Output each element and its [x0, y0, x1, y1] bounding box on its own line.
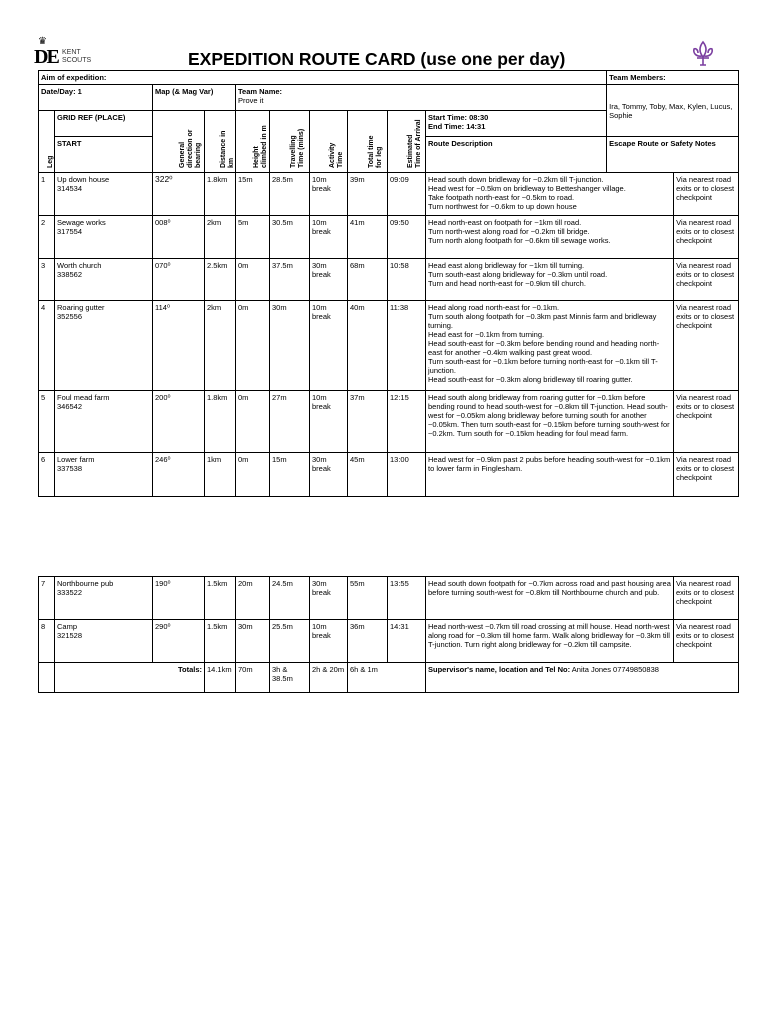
grid-ref: 317554 — [57, 227, 83, 236]
total-time: 41m — [348, 216, 388, 259]
bearing: 322⁰ — [153, 173, 205, 216]
route-description — [426, 391, 674, 453]
height-climbed: 0m — [236, 259, 270, 301]
date-label: Date/Day: 1 — [39, 85, 153, 111]
distance: 1.5km — [205, 577, 236, 620]
route-line: Head west for ~0.9km past 2 pubs before heading south-west for ~0.1km to lower farm in Finglesham. — [428, 455, 671, 473]
eta: 11:38 — [388, 301, 426, 391]
place — [55, 577, 153, 620]
route-line: Turn south-east for ~0.1km before turning north-east for ~0.1km till T-junction. — [428, 357, 658, 375]
place-name: Camp — [57, 622, 78, 631]
travelling-time: 30m — [270, 301, 310, 391]
distance: 2km — [205, 216, 236, 259]
place — [55, 391, 153, 453]
route-line: Head south-east for ~0.3km before bending round and heading north-east for another ~0.4km walking past great wood. — [428, 339, 660, 357]
total-time: 45m — [348, 453, 388, 497]
col-activity: Activity Time — [310, 111, 348, 173]
place — [55, 620, 153, 663]
distance: 1.8km — [205, 391, 236, 453]
route-line: Turn north-west along road for ~0.2km till bridge. — [428, 227, 590, 236]
totals-label: Totals: — [55, 663, 205, 693]
distance: 1.8km — [205, 173, 236, 216]
travelling-time: 30.5m — [270, 216, 310, 259]
escape-route: Via nearest road exits or to closest checkpoint — [674, 216, 739, 259]
activity-time: 10m break — [310, 620, 348, 663]
logo — [34, 36, 104, 69]
route-card-table-continued — [38, 576, 739, 693]
team-members-value: Ira, Tommy, Toby, Max, Kylen, Lucus, Sophie — [607, 85, 739, 137]
bearing: 290⁰ — [153, 620, 205, 663]
height-climbed: 30m — [236, 620, 270, 663]
height-climbed: 15m — [236, 173, 270, 216]
escape-route: Via nearest road exits or to closest checkpoint — [674, 620, 739, 663]
height-climbed: 0m — [236, 301, 270, 391]
route-description — [426, 173, 674, 216]
col-distance: Distance in km — [205, 111, 236, 173]
escape-route: Via nearest road exits or to closest checkpoint — [674, 577, 739, 620]
col-escape: Escape Route or Safety Notes — [607, 137, 739, 173]
leg-number: 4 — [39, 301, 55, 391]
travelling-time: 27m — [270, 391, 310, 453]
place — [55, 453, 153, 497]
activity-time: 30m break — [310, 453, 348, 497]
total-time: 39m — [348, 173, 388, 216]
route-line: Turn north along footpath for ~0.6km till sewage works. — [428, 236, 611, 245]
place — [55, 259, 153, 301]
table-row — [39, 620, 739, 663]
team-name-value: Prove it — [238, 96, 264, 105]
col-eta: Estimated Time of Arrival — [388, 111, 426, 173]
place-name: Foul mead farm — [57, 393, 110, 402]
leg-number: 7 — [39, 577, 55, 620]
travelling-time: 24.5m — [270, 577, 310, 620]
activity-time: 30m break — [310, 577, 348, 620]
route-description — [426, 620, 674, 663]
place-name: Northbourne pub — [57, 579, 114, 588]
escape-route: Via nearest road exits or to closest checkpoint — [674, 301, 739, 391]
escape-route: Via nearest road exits or to closest checkpoint — [674, 173, 739, 216]
height-climbed: 5m — [236, 216, 270, 259]
logo-mark: DE — [34, 46, 58, 68]
route-line: Head north-east on footpath for ~1km till road. — [428, 218, 582, 227]
escape-route: Via nearest road exits or to closest checkpoint — [674, 259, 739, 301]
leg-number: 8 — [39, 620, 55, 663]
eta: 13:00 — [388, 453, 426, 497]
total-time: 36m — [348, 620, 388, 663]
route-description — [426, 216, 674, 259]
aim-label: Aim of expedition: — [39, 71, 607, 85]
grid-ref: 314534 — [57, 184, 83, 193]
grid-ref: 337538 — [57, 464, 83, 473]
table-row — [39, 453, 739, 497]
table-row — [39, 173, 739, 216]
place-name: Sewage works — [57, 218, 106, 227]
grid-ref: 333522 — [57, 588, 83, 597]
totals-travelling: 3h & 38.5m — [270, 663, 310, 693]
route-line: Head south down footpath for ~0.7km across road and past housing area before turning south-west for ~0.8km till Northbourne church and pub. — [428, 579, 671, 597]
distance: 1km — [205, 453, 236, 497]
route-description — [426, 577, 674, 620]
bearing: 246⁰ — [153, 453, 205, 497]
travelling-time: 28.5m — [270, 173, 310, 216]
place — [55, 173, 153, 216]
totals-total: 6h & 1m — [348, 663, 426, 693]
totals-row — [39, 663, 739, 693]
route-description — [426, 301, 674, 391]
totals-activity: 2h & 20m — [310, 663, 348, 693]
activity-time: 30m break — [310, 259, 348, 301]
map-label: Map (& Mag Var) — [153, 85, 236, 111]
escape-route: Via nearest road exits or to closest checkpoint — [674, 453, 739, 497]
leg-number: 6 — [39, 453, 55, 497]
table-row — [39, 577, 739, 620]
place — [55, 216, 153, 259]
route-line: Head along road north-east for ~0.1km. — [428, 303, 560, 312]
total-time: 40m — [348, 301, 388, 391]
place — [55, 301, 153, 391]
route-line: Turn northwest for ~0.6km to up down house — [428, 202, 577, 211]
travelling-time: 15m — [270, 453, 310, 497]
bearing: 008⁰ — [153, 216, 205, 259]
team-name-cell: Team Name: Prove it — [236, 85, 607, 111]
eta: 14:31 — [388, 620, 426, 663]
route-line: Head west for ~0.5km on bridleway to Betteshanger village. — [428, 184, 626, 193]
route-line: Turn south along footpath for ~0.3km past Minnis farm and bridleway turning. — [428, 312, 657, 330]
bearing: 190⁰ — [153, 577, 205, 620]
leg-number: 1 — [39, 173, 55, 216]
col-leg: Leg — [39, 111, 55, 173]
col-total: Total time for leg — [348, 111, 388, 173]
escape-route: Via nearest road exits or to closest checkpoint — [674, 391, 739, 453]
grid-ref: 346542 — [57, 402, 83, 411]
eta: 10:58 — [388, 259, 426, 301]
height-climbed: 0m — [236, 453, 270, 497]
eta: 12:15 — [388, 391, 426, 453]
totals-distance: 14.1km — [205, 663, 236, 693]
route-line: Head south down bridleway for ~0.2km till T-junction. — [428, 175, 604, 184]
activity-time: 10m break — [310, 301, 348, 391]
crown-icon: ♛ — [38, 36, 47, 47]
route-line: Head east for ~0.1km from turning. — [428, 330, 545, 339]
place-name: Lower farm — [57, 455, 95, 464]
col-height: Height climbed in m — [236, 111, 270, 173]
col-bearing: General direction or bearing — [153, 111, 205, 173]
route-description — [426, 453, 674, 497]
place-name: Worth church — [57, 261, 102, 270]
height-climbed: 0m — [236, 391, 270, 453]
col-travelling: Travelling Time (mins) — [270, 111, 310, 173]
distance: 2.5km — [205, 259, 236, 301]
col-start: START — [55, 137, 153, 173]
leg-number: 2 — [39, 216, 55, 259]
activity-time: 10m break — [310, 173, 348, 216]
activity-time: 10m break — [310, 391, 348, 453]
distance: 2km — [205, 301, 236, 391]
page-title: EXPEDITION ROUTE CARD (use one per day) — [188, 49, 566, 69]
totals-height: 70m — [236, 663, 270, 693]
col-route: Route Description — [426, 137, 607, 173]
travelling-time: 25.5m — [270, 620, 310, 663]
height-climbed: 20m — [236, 577, 270, 620]
grid-ref: 338562 — [57, 270, 83, 279]
start-end-time: Start Time: 08:30 End Time: 14:31 — [426, 111, 607, 137]
route-line: Head east along bridleway for ~1km till turning. — [428, 261, 585, 270]
place-name: Up down house — [57, 175, 110, 184]
grid-ref: 321528 — [57, 631, 83, 640]
total-time: 68m — [348, 259, 388, 301]
bearing: 070⁰ — [153, 259, 205, 301]
leg-number: 5 — [39, 391, 55, 453]
supervisor-cell: Supervisor's name, location and Tel No: Anita Jones 07749850838 — [426, 663, 739, 693]
table-row — [39, 259, 739, 301]
supervisor-value: Anita Jones 07749850838 — [571, 665, 659, 674]
route-line: Turn and head north-east for ~0.9km till church. — [428, 279, 586, 288]
travelling-time: 37.5m — [270, 259, 310, 301]
route-description — [426, 259, 674, 301]
total-time: 55m — [348, 577, 388, 620]
total-time: 37m — [348, 391, 388, 453]
activity-time: 10m break — [310, 216, 348, 259]
route-line: Head south-east for ~0.3km along bridleway till roaring gutter. — [428, 375, 633, 384]
eta: 09:09 — [388, 173, 426, 216]
route-line: Turn south-east along bridleway for ~0.3km until road. — [428, 270, 608, 279]
bearing: 200⁰ — [153, 391, 205, 453]
distance: 1.5km — [205, 620, 236, 663]
scout-fleur-de-lis-icon — [690, 40, 716, 68]
route-card-table — [38, 70, 739, 497]
eta: 13:55 — [388, 577, 426, 620]
grid-ref: 352556 — [57, 312, 83, 321]
logo-org: KENT SCOUTS — [62, 49, 92, 64]
eta: 09:50 — [388, 216, 426, 259]
leg-number: 3 — [39, 259, 55, 301]
route-line: Head north-west ~0.7km till road crossing at mill house. Head north-west along road for ~0.3km till home farm. Walk along bridleway for ~0.3km till T-junction. Turn right along bridleway for ~0.2km till campsite. — [428, 622, 670, 649]
bearing: 114⁰ — [153, 301, 205, 391]
grid-ref-label: GRID REF (PLACE) — [55, 111, 153, 137]
table-row — [39, 301, 739, 391]
place-name: Roaring gutter — [57, 303, 105, 312]
table-row — [39, 216, 739, 259]
team-members-label: Team Members: — [607, 71, 739, 85]
table-row — [39, 391, 739, 453]
route-line: Take footpath north-east for ~0.5km to road. — [428, 193, 575, 202]
route-line: Head south along bridleway from roaring gutter for ~0.1km before bending round to head south-west for ~0.8km till T-junction. Head south-west for ~0.05km along bridleway before turning south for another ~0.05km. Then turn south-east for ~0.15km before turning south-west for ~0.2km. Turn south for ~0.15km heading for foul mead farm. — [428, 393, 670, 438]
